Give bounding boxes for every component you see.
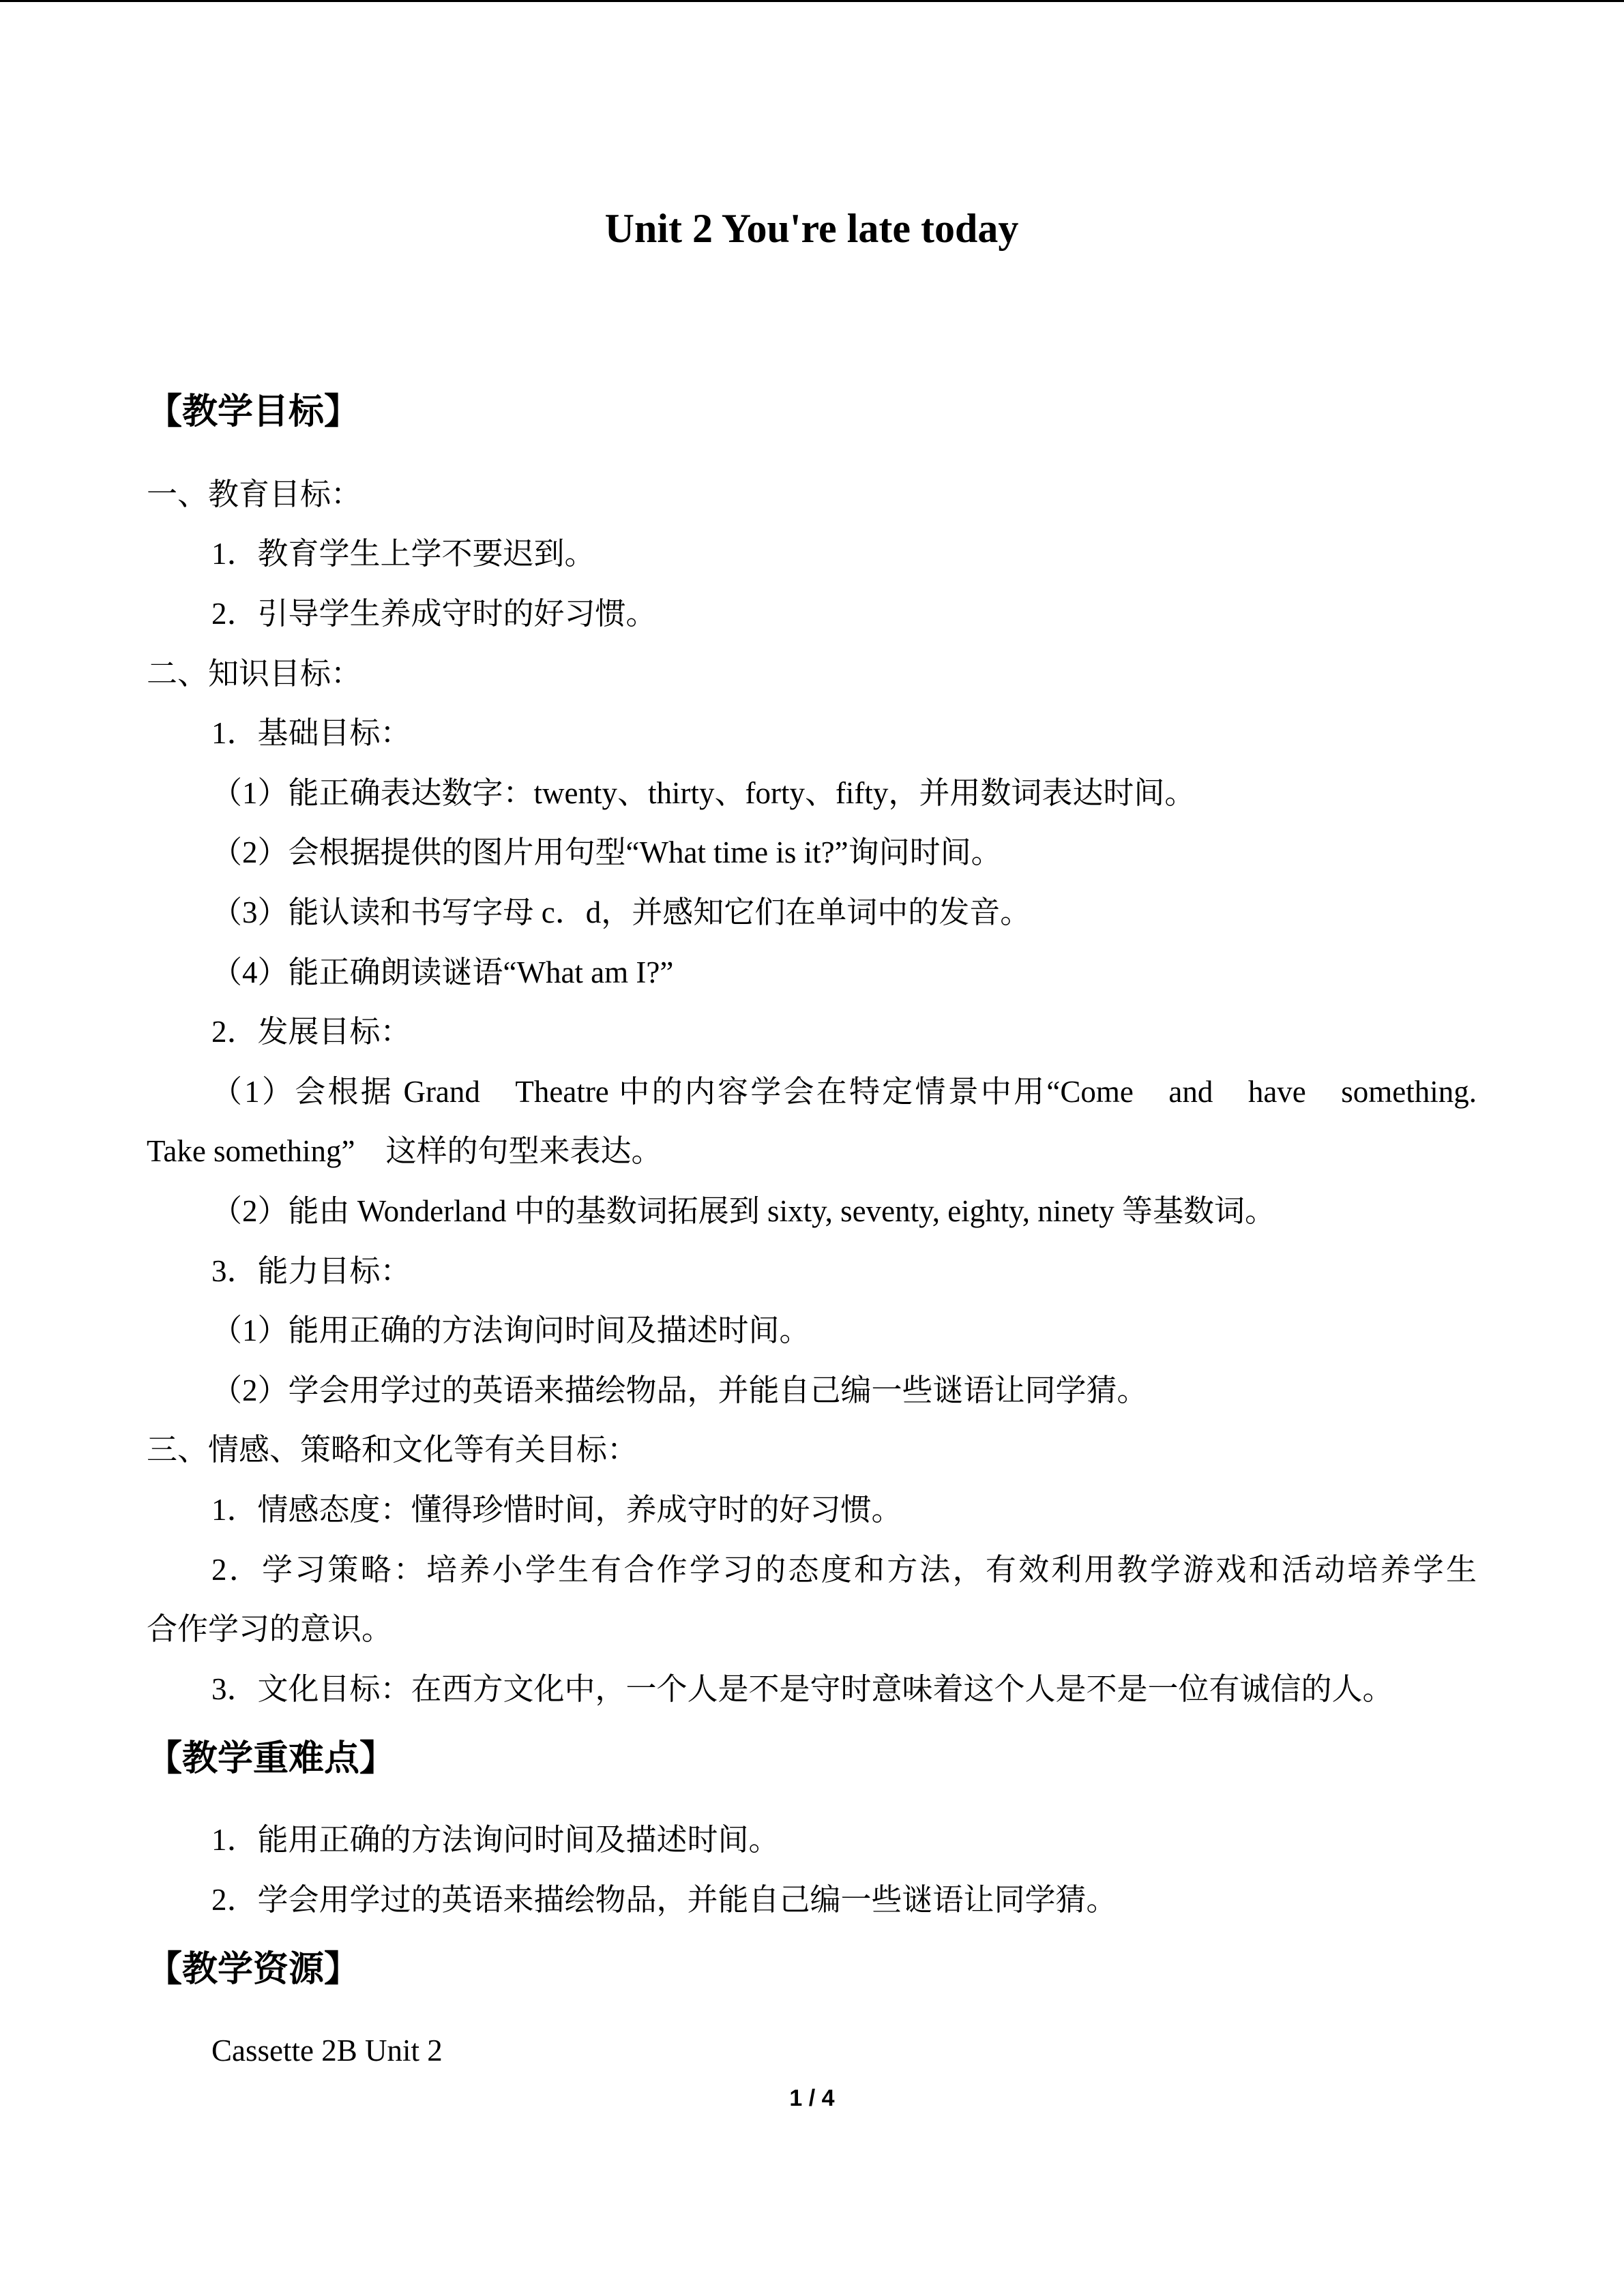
basic-item-2: （2）会根据提供的图片用句型“What time is it?”询问时间。 — [211, 835, 1002, 869]
top-border-rule — [0, 0, 1624, 2]
heading-keypoints: 【教学重难点】 — [147, 1738, 396, 1779]
heading-resources: 【教学资源】 — [147, 1949, 360, 1990]
basic-item-3: （3）能认读和书写字母 c．d，并感知它们在单词中的发音。 — [211, 895, 1031, 929]
ability-item-1: （1）能用正确的方法询问时间及描述时间。 — [211, 1313, 810, 1347]
dev-item-2: （2）能由 Wonderland 中的基数词拓展到 sixty, seventy, eighty, ninety 等基数词。 — [211, 1194, 1275, 1228]
dev-goal-heading: 2．发展目标： — [211, 1015, 411, 1049]
heading-objectives: 【教学目标】 — [147, 391, 360, 432]
ability-goal-heading: 3．能力目标： — [211, 1254, 411, 1288]
emotion-item-2-line-1: 2．学习策略：培养小学生有合作学习的态度和方法，有效利用教学游戏和活动培养学生 — [211, 1553, 1477, 1587]
basic-item-1: （1）能正确表达数字：twenty、thirty、forty、fifty，并用数词表达时间。 — [211, 776, 1196, 810]
document-title: Unit 2 You're late today — [604, 206, 1019, 251]
edu-item-2: 2．引导学生养成守时的好习惯。 — [211, 597, 657, 631]
basic-item-4: （4）能正确朗读谜语“What am I?” — [211, 955, 674, 989]
edu-goal-heading: 一、教育目标： — [147, 477, 362, 511]
ability-item-2: （2）学会用学过的英语来描绘物品，并能自己编一些谜语让同学猜。 — [211, 1373, 1148, 1407]
key-item-2: 2．学会用学过的英语来描绘物品，并能自己编一些谜语让同学猜。 — [211, 1883, 1117, 1917]
emotion-item-2-line-2: 合作学习的意识。 — [147, 1612, 393, 1646]
emotion-item-3: 3．文化目标：在西方文化中，一个人是不是守时意味着这个人是不是一位有诚信的人。 — [211, 1672, 1393, 1706]
knowledge-goal-heading: 二、知识目标： — [147, 657, 362, 691]
emotion-goal-heading: 三、情感、策略和文化等有关目标： — [147, 1433, 638, 1467]
basic-goal-heading: 1．基础目标： — [211, 716, 411, 750]
resource-item-1: Cassette 2B Unit 2 — [211, 2033, 443, 2068]
page-number: 1 / 4 — [789, 2085, 835, 2111]
edu-item-1: 1．教育学生上学不要迟到。 — [211, 537, 595, 571]
emotion-item-1: 1．情感态度：懂得珍惜时间，养成守时的好习惯。 — [211, 1493, 902, 1527]
key-item-1: 1．能用正确的方法询问时间及描述时间。 — [211, 1823, 780, 1857]
dev-item-1-line-2: Take something” 这样的句型来表达。 — [147, 1134, 662, 1168]
dev-item-1-line-1: （1）会根据 Grand Theatre 中的内容学会在特定情景中用“Come and have something. — [211, 1075, 1477, 1109]
